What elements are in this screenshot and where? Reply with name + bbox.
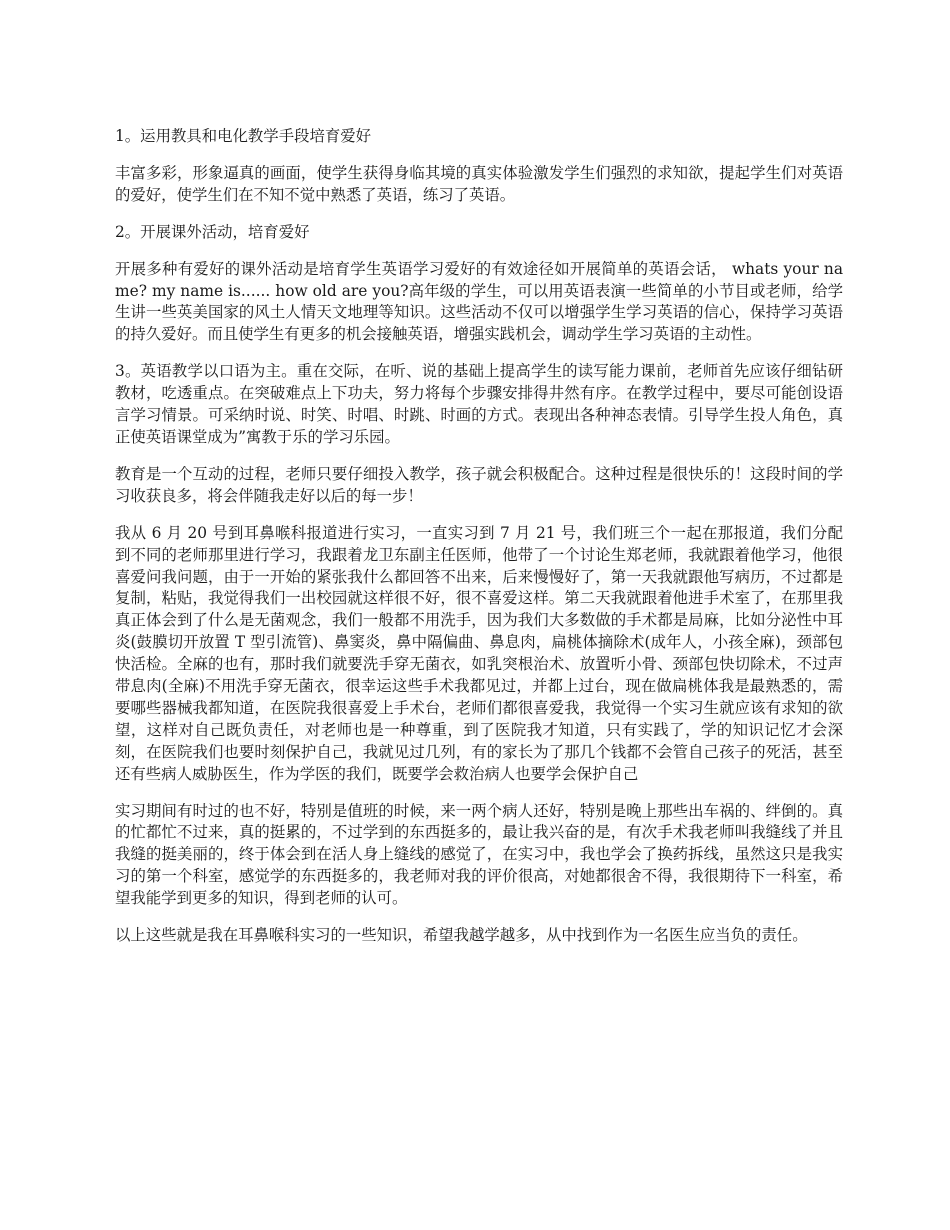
heading-1: 1。运用教具和电化教学手段培育爱好	[115, 127, 372, 145]
paragraph: 教育是一个互动的过程，老师只要仔细投入教学，孩子就会积极配合。这种过程是很快乐的！这段时间的学习收获良多，将会伴随我走好以后的每一步！	[115, 464, 843, 505]
paragraph: 3。英语教学以口语为主。重在交际，在听、说的基础上提高学生的读写能力课前，老师首先应该仔细钻研教材，吃透重点。在突破难点上下功夫，努力将每个步骤安排得井然有序。在教学过程中，要尽可能创设语言学习情景。可采纳时说、时笑、时唱、时跳、时画的方式。表现出各种神态表情。引导学生投人角色，真正使英语课堂成为”寓教于乐的学习乐园。	[115, 362, 843, 446]
paragraph: 以上这些就是我在耳鼻喉科实习的一些知识，希望我越学越多，从中找到作为一名医生应当负的责任。	[115, 926, 808, 945]
paragraph: 丰富多彩，形象逼真的画面，使学生获得身临其境的真实体验激发学生们强烈的求知欲，提起学生们对英语的爱好，使学生们在不知不觉中熟悉了英语，练习了英语。	[115, 163, 843, 204]
paragraph: 实习期间有时过的也不好，特别是值班的时候，来一两个病人还好，特别是晚上那些出车祸的、绊倒的。真的忙都忙不过来，真的挺累的，不过学到的东西挺多的，最让我兴奋的是，有次手术我老师叫我缝线了并且我缝的挺美丽的，终于体会到在活人身上缝线的感觉了，在实习中，我也学会了换药拆线，虽然这只是我实习的第一个科室，感觉学的东西挺多的，我老师对我的评价很高，对她都很舍不得，我很期待下一科室，希望我能学到更多的知识，得到老师的认可。	[115, 801, 843, 908]
paragraph: 我从 6 月 20 号到耳鼻喉科报道进行实习，一直实习到 7 月 21 号，我们班三个一起在那报道，我们分配到不同的老师那里进行学习，我跟着龙卫东副主任医师，他带了一个讨论生郑老师，我就跟着他学习，他很喜爱问我问题，由于一开始的紧张我什么都回答不出来，后来慢慢好了，第一天我就跟他写病历，不过都是复制，粘贴，我觉得我们一出校园就这样很不好，很不喜爱这样。第二天我就跟着他进手术室了，在那里我真正体会到了什么是无菌观念，我们一般都不用洗手，因为我们大多数做的手术都是局麻，比如分泌性中耳炎(鼓膜切开放置 T 型引流管)、鼻窦炎，鼻中隔偏曲、鼻息肉，扁桃体摘除术(成年人，小孩全麻)，颈部包快活检。全麻的也有，那时我们就要洗手穿无菌衣，如乳突根治术、放置听小骨、颈部包快切除术，不过声带息肉(全麻)不用洗手穿无菌衣，很幸运这些手术我都见过，并都上过台，现在做扁桃体我是最熟悉的，需要哪些器械我都知道，在医院我很喜爱上手术台，老师们都很喜爱我，我觉得一个实习生就应该有求知的欲望，这样对自己既负责任，对老师也是一种尊重，到了医院我才知道，只有实践了，学的知识记忆才会深刻，在医院我们也要时刻保护自己，我就见过几列，有的家长为了那几个钱都不会管自己孩子的死活，甚至还有些病人威胁医生，作为学医的我们，既要学会救治病人也要学会保护自己	[115, 523, 843, 783]
paragraph: 开展多种有爱好的课外活动是培育学生英语学习爱好的有效途径如开展简单的英语会话， whats your name? my name is...... how old are you?高年级的学生，可以用英语表演一些简单的小节目或老师，给学生讲一些英美国家的风土人情天文地理等知识。这些活动不仅可以增强学生学习英语的信心，保持学习英语的持久爱好。而且使学生有更多的机会接触英语，增强实践机会，调动学生学习英语的主动性。	[115, 259, 843, 344]
heading-2: 2。开展课外活动，培育爱好	[115, 222, 310, 241]
document-body	[115, 126, 843, 962]
